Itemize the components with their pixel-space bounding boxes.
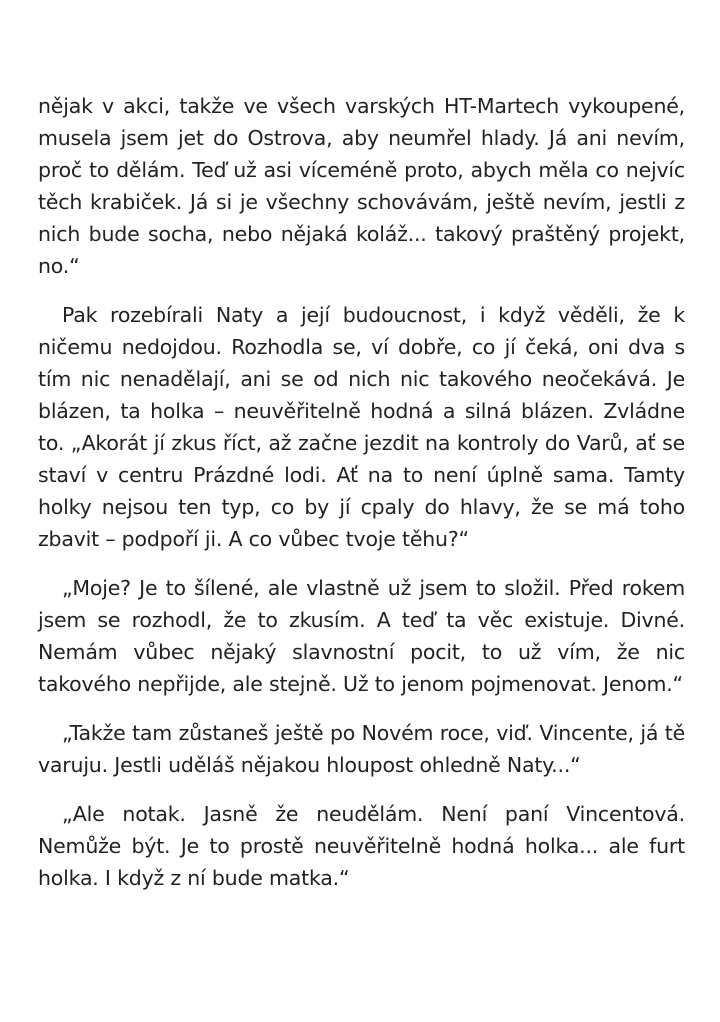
paragraph: „Takže tam zůstaneš ještě po Novém roce, viď. Vincente, já tě varuju. Jestli uděláš nějakou hloupost ohledně Naty...“: [38, 721, 685, 777]
book-page: [38, 90, 685, 911]
paragraph: nějak v akci, takže ve všech varských HT-Martech vykoupené, musela jsem jet do Ostrova, aby neumřel hlady. Já ani nevím, proč to dělám. Teď už asi víceméně proto, abych měla co nejvíc těch krabiček. Já si je všechny schovávám, ještě nevím, jestli z nich bude socha, nebo nějaká koláž... takový praštěný projekt, no.“: [38, 94, 685, 278]
paragraph: Pak rozebírali Naty a její budoucnost, i když věděli, že k ničemu nedojdou. Rozhodla se, ví dobře, co jí čeká, oni dva s tím nic nenadělají, ani se od nich nic takového neočekává. Je blázen, ta holka – neuvěřitelně hodná a silná blázen. Zvládne to. „Akorát jí zkus říct, až začne jezdit na kontroly do Varů, ať se staví v centru Prázdné lodi. Ať na to není úplně sama. Tamty holky nejsou ten typ, co by jí cpaly do hlavy, že se má toho zbavit – podpoří ji. A co vůbec tvoje těhu?“: [38, 303, 685, 551]
paragraph: „Ale notak. Jasně že neudělám. Není paní Vincentová. Nemůže být. Je to prostě neuvěřitelně hodná holka... ale furt holka. I když z ní bude matka.“: [38, 802, 685, 890]
paragraph: „Moje? Je to šílené, ale vlastně už jsem to složil. Před rokem jsem se rozhodl, že to zkusím. A teď ta věc existuje. Divné. Nemám vůbec nějaký slavnostní pocit, to už vím, že nic takového nepřijde, ale stejně. Už to jenom pojmenovat. Jenom.“: [38, 576, 685, 696]
